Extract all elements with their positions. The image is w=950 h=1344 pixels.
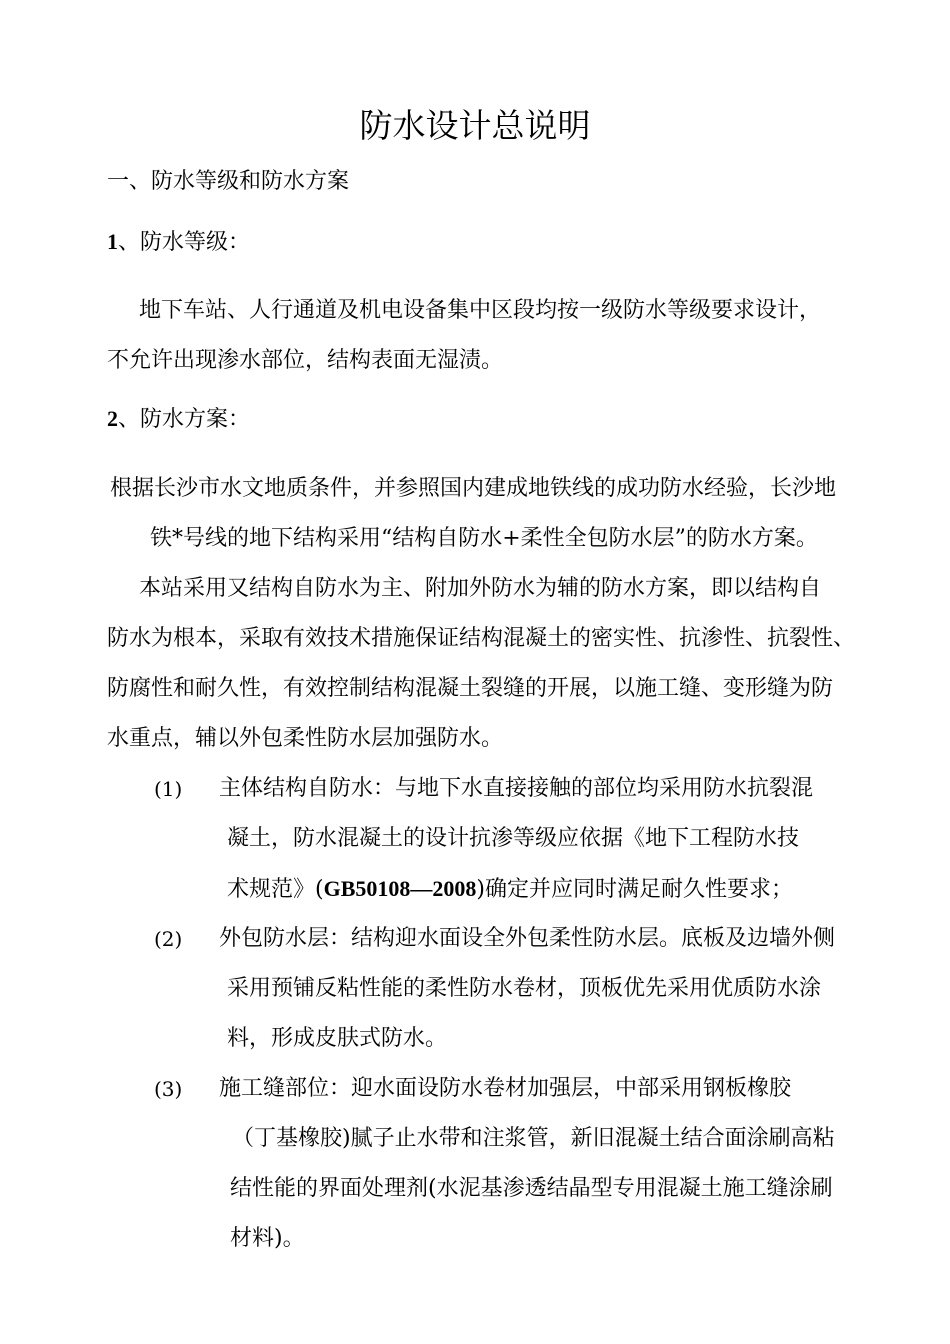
subitem-2-line-2: 采用预铺反粘性能的柔性防水卷材，顶板优先采用优质防水涂 — [227, 976, 822, 1001]
item-2-number: 2 — [107, 406, 118, 431]
standard-code: GB50108—2008 — [323, 876, 477, 901]
item-2-para2-line-4: 水重点，辅以外包柔性防水层加强防水。 — [107, 726, 504, 751]
item-2-para2-line-2: 防水为根本，采取有效技术措施保证结构混凝土的密实性、抗渗性、抗裂性、 — [107, 626, 856, 651]
page-title: 防水设计总说明 — [359, 106, 591, 145]
item-1-para-line-2: 不允许出现渗水部位，结构表面无湿渍。 — [107, 348, 504, 373]
subitem-3-line-1: 施工缝部位：迎水面设防水卷材加强层，中部采用钢板橡胶 — [219, 1076, 792, 1101]
subitem-1-line-1: 主体结构自防水：与地下水直接接触的部位均采用防水抗裂混 — [219, 776, 814, 801]
subitem-1-number: (1) — [154, 777, 183, 801]
item-2-label: 、防水方案： — [118, 407, 251, 432]
item-2-para2-line-1: 本站采用又结构自防水为主、附加外防水为辅的防水方案，即以结构自 — [139, 576, 822, 601]
subitem-2-line-1: 外包防水层：结构迎水面设全外包柔性防水层。底板及边墙外侧 — [219, 926, 836, 951]
item-1-para-line-1: 地下车站、人行通道及机电设备集中区段均按一级防水等级要求设计， — [139, 298, 822, 323]
item-1-number: 1 — [107, 229, 118, 254]
section-heading-1: 一、防水等级和防水方案 — [107, 169, 350, 194]
item-2-para1-line-1: 根据长沙市水文地质条件，并参照国内建成地铁线的成功防水经验，长沙地 — [110, 476, 837, 501]
subitem-1-line-3-post: )确定并应同时满足耐久性要求； — [476, 877, 793, 902]
subitem-3-line-2: （丁基橡胶)腻子止水带和注浆管，新旧混凝土结合面涂刷高粘 — [232, 1126, 835, 1151]
subitem-3-number: (3) — [154, 1077, 183, 1101]
subitem-3-line-3: 结性能的界面处理剂(水泥基渗透结晶型专用混凝土施工缝涂刷 — [230, 1176, 833, 1201]
item-1-heading — [107, 227, 250, 258]
subitem-1-line-3-pre: 术规范》( — [227, 877, 324, 902]
subitem-2-line-3: 料，形成皮肤式防水。 — [227, 1026, 448, 1051]
subitem-2-number: (2) — [154, 927, 183, 951]
item-2-para2-line-3: 防腐性和耐久性，有效控制结构混凝土裂缝的开展，以施工缝、变形缝为防 — [107, 676, 834, 701]
item-1-label: 、防水等级： — [118, 230, 251, 255]
subitem-3-line-4: 材料)。 — [230, 1226, 305, 1251]
item-2-heading — [107, 404, 250, 435]
subitem-1-line-3 — [227, 874, 793, 905]
subitem-1-line-2: 凝土，防水混凝土的设计抗渗等级应依据《地下工程防水技 — [227, 826, 800, 851]
item-2-para1-line-2: 铁*号线的地下结构采用“结构自防水+柔性全包防水层”的防水方案。 — [150, 526, 818, 551]
